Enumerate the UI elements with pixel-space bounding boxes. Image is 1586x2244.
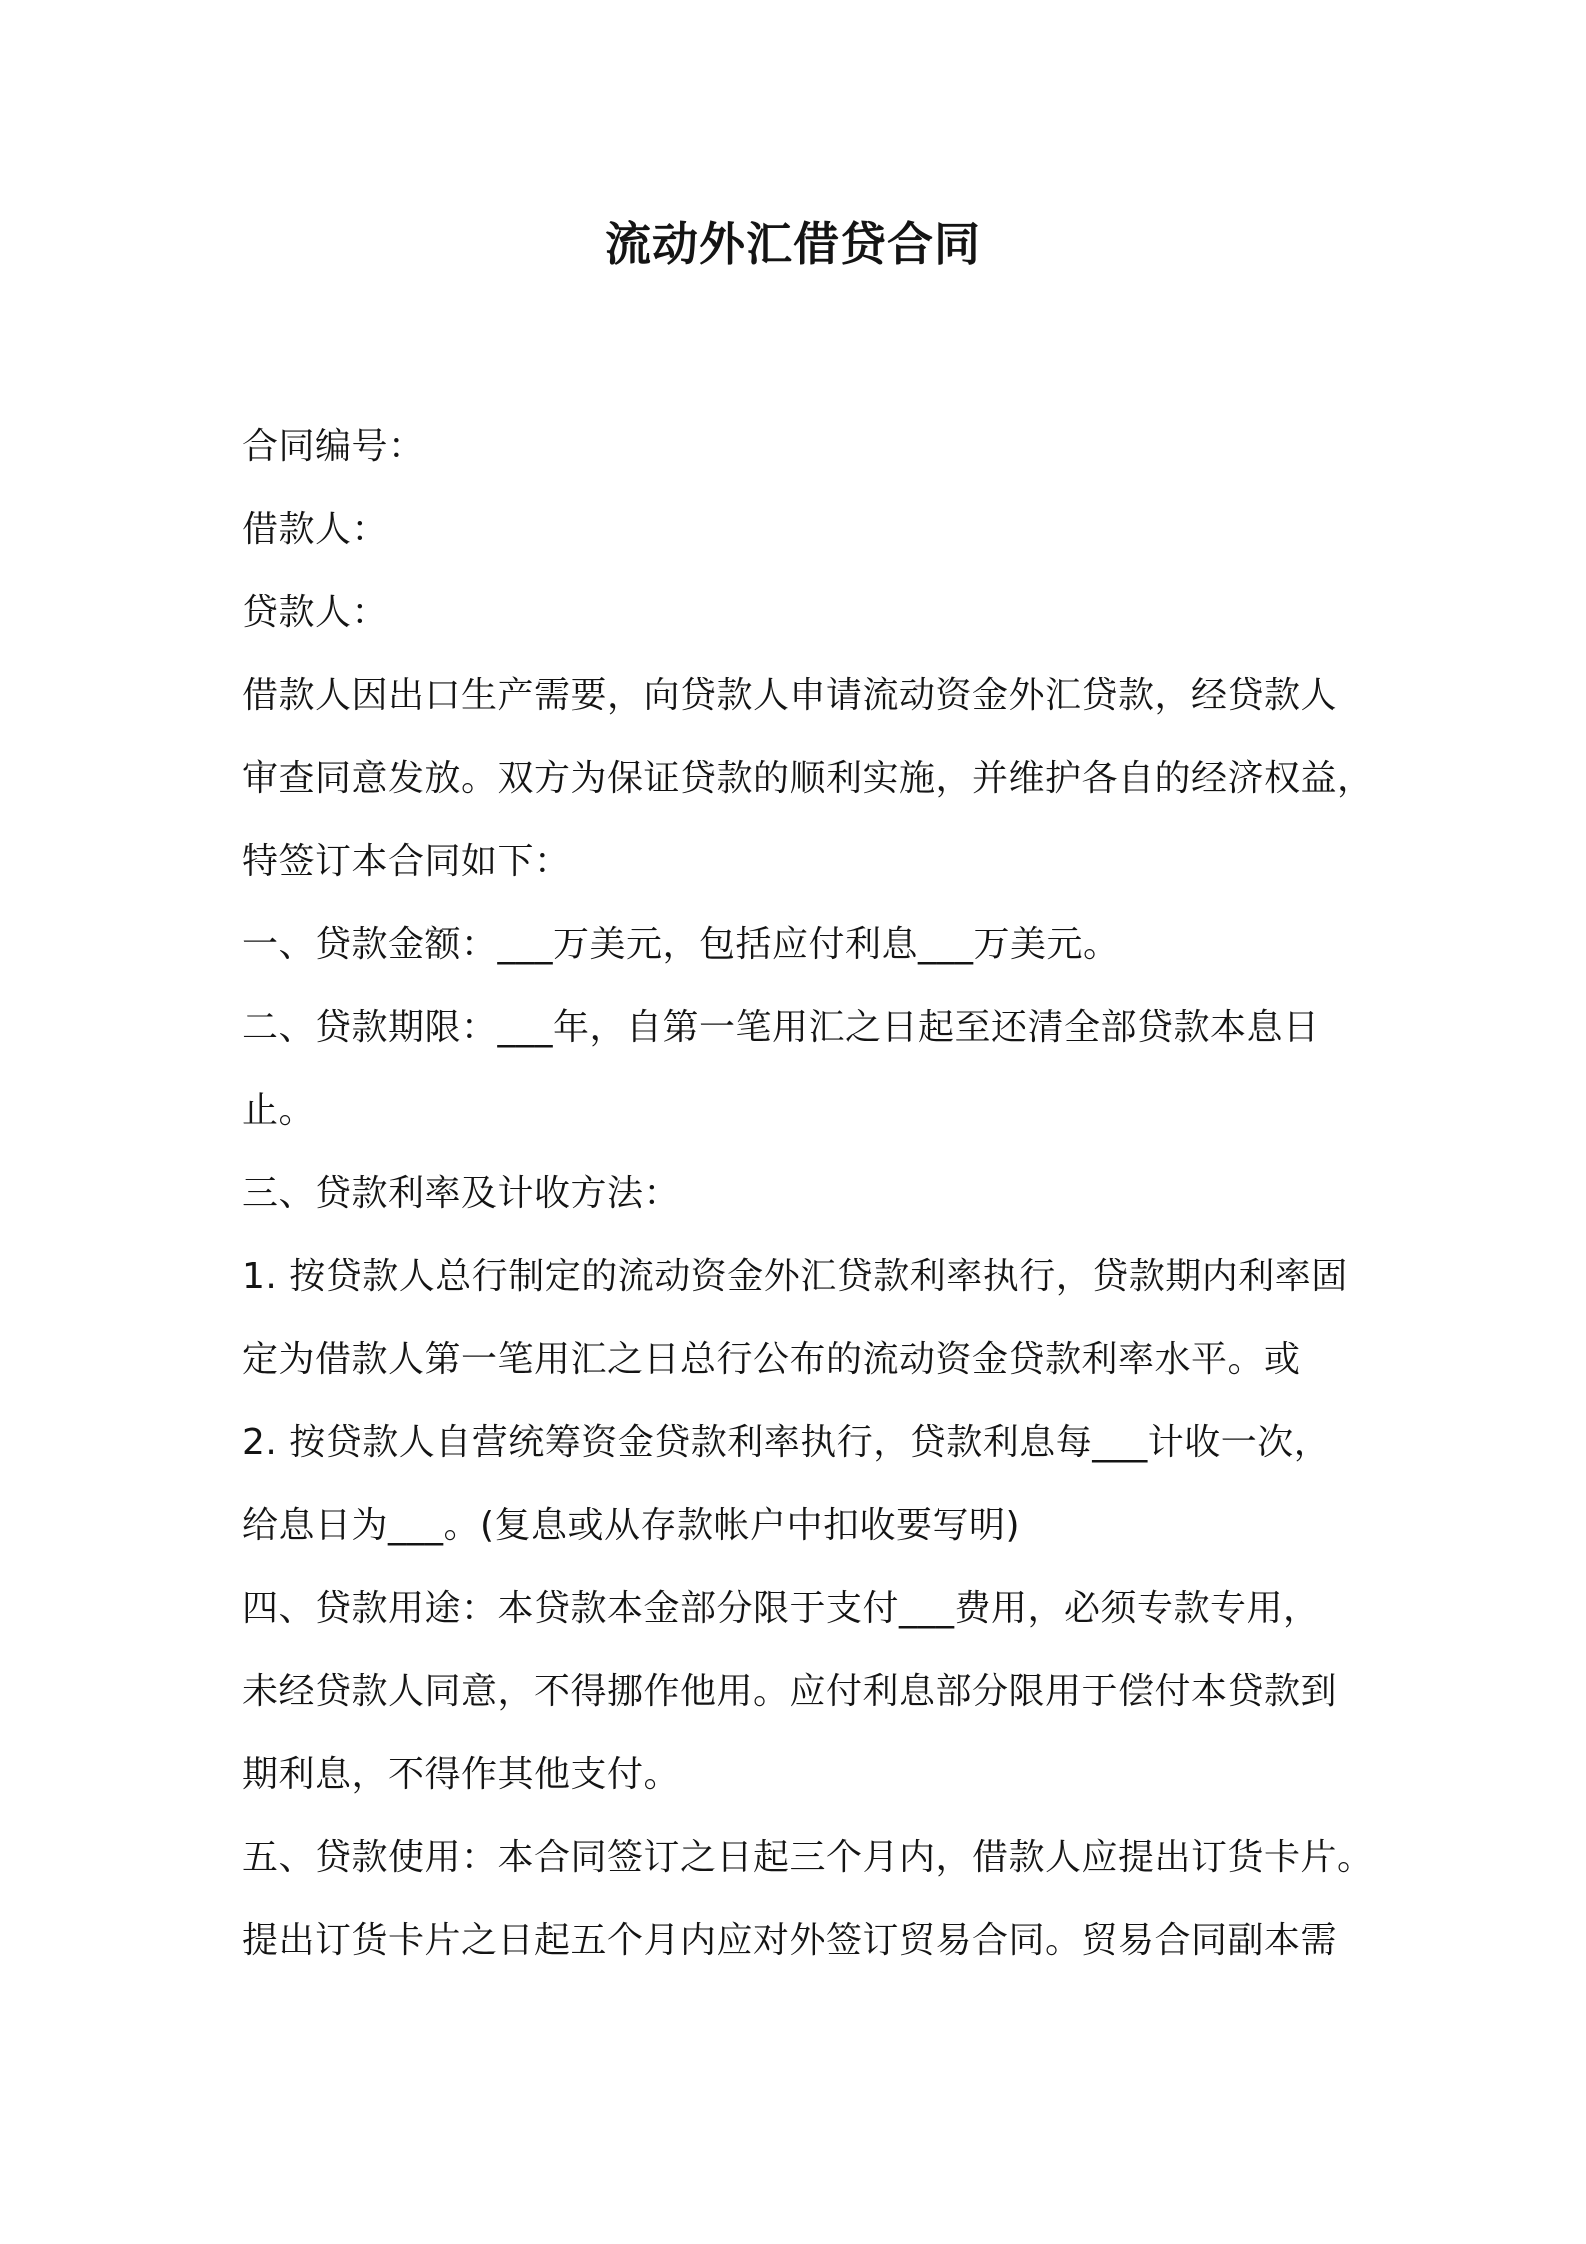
clause-interest-rate-item-2: 2. 按贷款人自营统筹资金贷款利率执行，贷款利息每___计收一次， — [242, 1422, 1331, 1463]
document-body — [242, 405, 1374, 1982]
clause-loan-purpose: 四、贷款用途：本贷款本金部分限于支付___费用，必须专款专用， — [242, 1588, 1320, 1629]
clause-loan-usage: 五、贷款使用：本合同签订之日起三个月内，借款人应提出订货卡片。 — [242, 1837, 1374, 1878]
body-paragraph-line: 特签订本合同如下： — [242, 841, 571, 882]
body-paragraph-line: 借款人因出口生产需要，向贷款人申请流动资金外汇贷款，经贷款人 — [242, 675, 1338, 716]
contract-number-line: 合同编号： — [242, 426, 425, 467]
body-paragraph-line: 审查同意发放。双方为保证贷款的顺利实施，并维护各自的经济权益， — [242, 758, 1374, 799]
clause-interest-rate-heading: 三、贷款利率及计收方法： — [242, 1173, 681, 1214]
clause-loan-term-continued: 止。 — [242, 1090, 316, 1131]
document-title: 流动外汇借贷合同 — [605, 217, 981, 271]
clause-interest-rate-item-1: 1. 按贷款人总行制定的流动资金外汇贷款利率执行，贷款期内利率固 — [242, 1256, 1348, 1297]
clause-loan-amount: 一、贷款金额：___万美元，包括应付利息___万美元。 — [242, 924, 1120, 965]
clause-loan-purpose-continued: 期利息，不得作其他支付。 — [242, 1754, 681, 1795]
clause-interest-rate-item-2-continued: 给息日为___。(复息或从存款帐户中扣收要写明) — [242, 1505, 1021, 1546]
clause-interest-rate-item-1-continued: 定为借款人第一笔用汇之日总行公布的流动资金贷款利率水平。或 — [242, 1339, 1301, 1380]
clause-loan-usage-continued: 提出订货卡片之日起五个月内应对外签订贸易合同。贸易合同副本需 — [242, 1920, 1338, 1961]
clause-loan-purpose-continued: 未经贷款人同意，不得挪作他用。应付利息部分限用于偿付本贷款到 — [242, 1671, 1338, 1712]
borrower-line: 借款人： — [242, 509, 389, 550]
clause-loan-term: 二、贷款期限：___年，自第一笔用汇之日起至还清全部贷款本息日 — [242, 1007, 1320, 1048]
lender-line: 贷款人： — [242, 592, 389, 633]
